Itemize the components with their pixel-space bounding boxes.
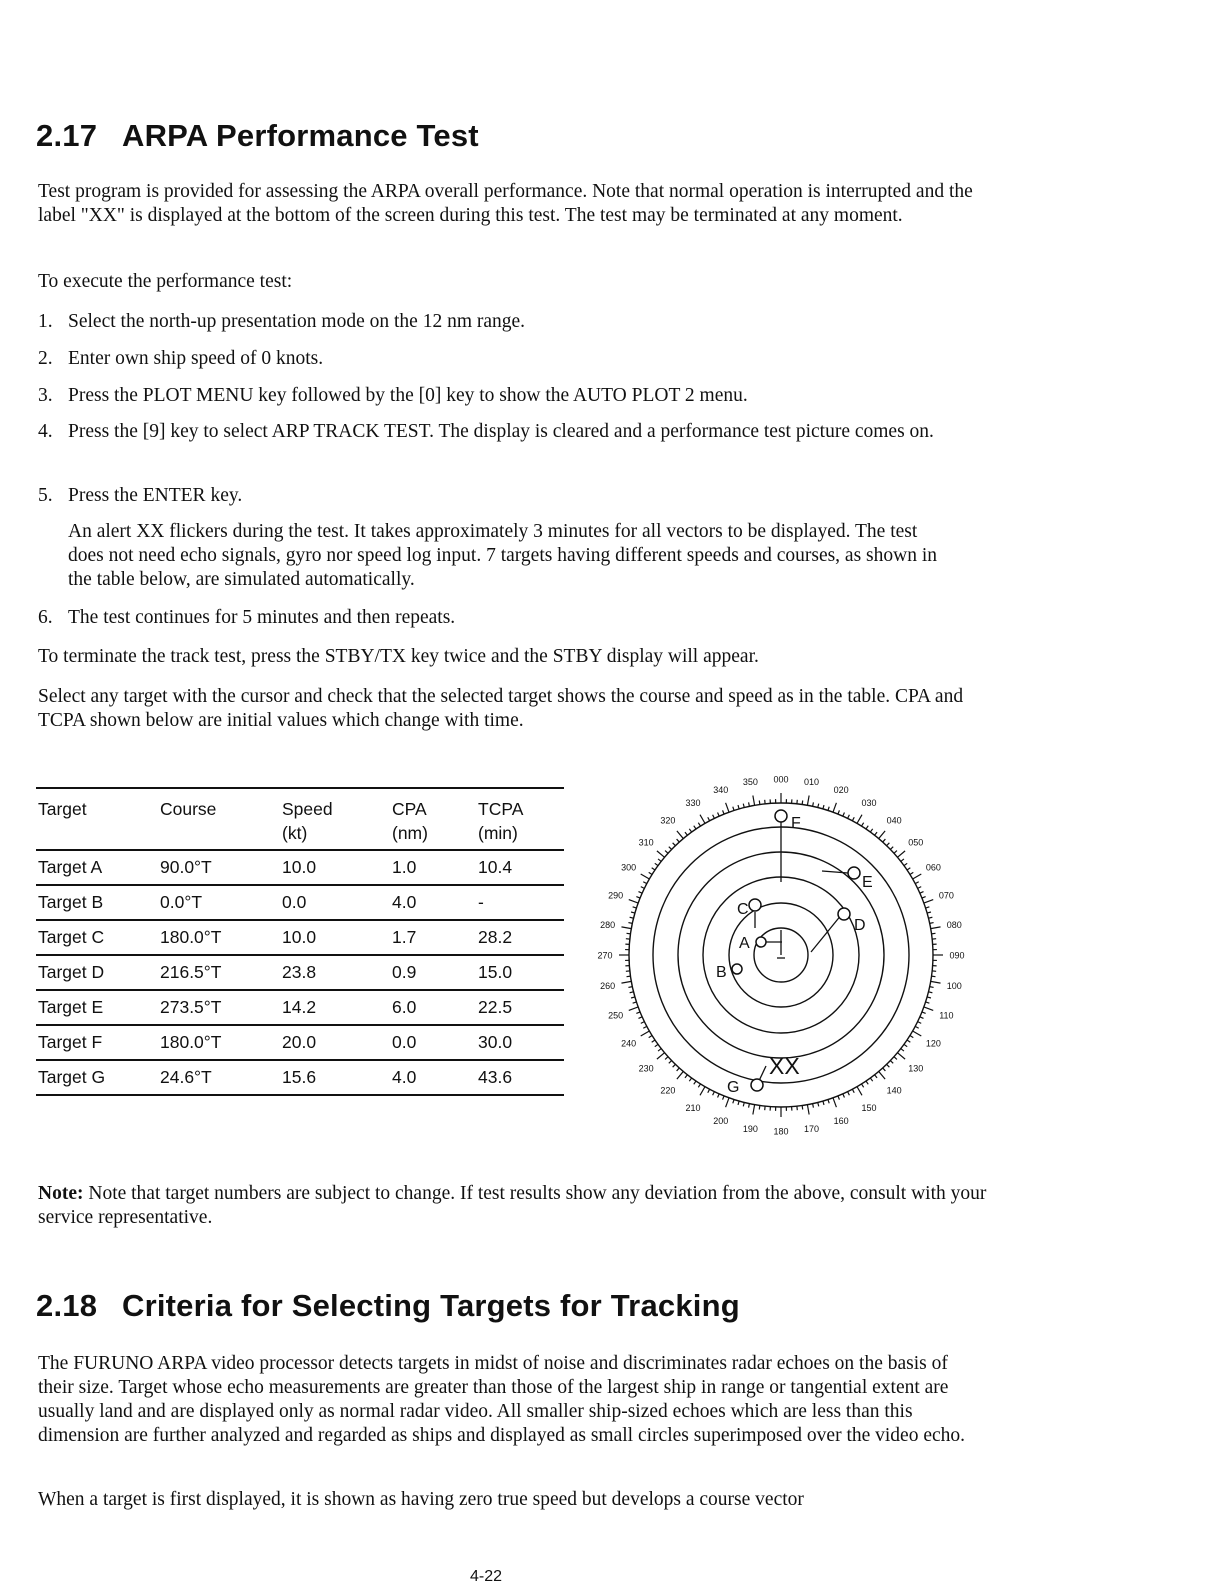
bearing-tick (726, 803, 729, 812)
table-row: Target F 180.0°T 20.0 0.0 30.0 (36, 1025, 564, 1060)
bearing-label: 160 (834, 1116, 849, 1126)
section-218-title: Criteria for Selecting Targets for Tracking (122, 1288, 740, 1323)
bearing-tick (657, 1053, 665, 1059)
step-6 (38, 606, 968, 630)
bearing-label: 170 (804, 1124, 819, 1134)
bearing-tick (700, 815, 705, 824)
bearing-label: 060 (926, 863, 941, 873)
bearing-tick (621, 927, 631, 929)
step-5-detail: An alert XX flickers during the test. It takes approximately 3 minutes for all vectors to be displayed. The test does not need echo signals, gyro nor speed log input. 7 targets having different speeds and courses, as shown in the table below, are simulated automatically. (68, 520, 938, 592)
target-table (36, 787, 564, 1096)
bearing-tick (726, 1098, 729, 1107)
step-number: 6. (38, 606, 68, 630)
table-row: Target A 90.0°T 10.0 1.0 10.4 (36, 850, 564, 885)
table-row: Target C 180.0°T 10.0 1.7 28.2 (36, 920, 564, 955)
bearing-label: 240 (621, 1039, 636, 1049)
bearing-label: 110 (939, 1011, 953, 1021)
step-number: 3. (38, 384, 68, 408)
alert-label: XX (769, 1053, 800, 1079)
bearing-tick (879, 831, 885, 839)
bearing-tick (753, 1105, 755, 1115)
bearing-label: 100 (947, 981, 962, 991)
bearing-tick (677, 831, 683, 839)
bearing-tick (897, 851, 905, 857)
bearing-tick (807, 1105, 809, 1115)
targets (732, 810, 860, 1091)
note-label: Note: (38, 1183, 83, 1204)
bearing-tick (833, 1098, 836, 1107)
target-d-symbol (838, 908, 850, 920)
bearing-tick (913, 874, 922, 879)
header-target: Target (36, 788, 158, 850)
bearing-tick (629, 1007, 638, 1010)
target-vectors (755, 816, 848, 1085)
section-217-heading (36, 118, 479, 154)
bearing-label: 350 (743, 777, 758, 787)
bearing-label: 010 (804, 777, 819, 787)
bearing-tick (897, 1053, 905, 1059)
header-cpa: CPA (nm) (390, 788, 476, 850)
bearing-label: 300 (621, 863, 636, 873)
bearing-tick (857, 815, 862, 824)
bearing-label: 190 (743, 1124, 758, 1134)
table-row: Target E 273.5°T 14.2 6.0 22.5 (36, 990, 564, 1025)
step-text: The test continues for 5 minutes and then repeats. (68, 607, 455, 628)
bearing-tick (833, 803, 836, 812)
header-course: Course (158, 788, 280, 850)
bearing-tick (657, 851, 665, 857)
step-text: Press the ENTER key. (68, 485, 242, 506)
bearing-label: 290 (608, 890, 623, 900)
section-217-title: ARPA Performance Test (122, 118, 479, 153)
execute-lead: To execute the performance test: (38, 270, 978, 294)
page-number: 4-22 (470, 1568, 502, 1586)
bearing-label: 280 (600, 920, 615, 930)
step-5 (38, 484, 968, 508)
step-text: Press the [9] key to select ARP TRACK TEST. The display is cleared and a performance test picture comes on. (68, 420, 968, 444)
target-d-vector (811, 914, 842, 952)
bearing-label: 030 (861, 798, 876, 808)
step-number: 5. (38, 484, 68, 508)
bearing-tick (931, 927, 941, 929)
step-2 (38, 347, 968, 371)
bearing-tick (807, 795, 809, 805)
target-e-symbol (848, 867, 860, 879)
table-row: Target D 216.5°T 23.8 0.9 15.0 (36, 955, 564, 990)
bearing-label: 260 (600, 981, 615, 991)
bearing-tick (913, 1031, 922, 1036)
step-text: Select the north-up presentation mode on the 12 nm range. (68, 311, 525, 332)
bearing-tick (753, 795, 755, 805)
terminate-instruction: To terminate the track test, press the STBY/TX key twice and the STBY display will appear. (38, 645, 978, 669)
bearing-tick (931, 981, 941, 983)
note (38, 1182, 988, 1230)
bearing-label: 250 (608, 1011, 623, 1021)
bearing-label: 310 (639, 837, 654, 847)
bearing-label: 070 (939, 890, 954, 900)
bearing-tick (879, 1071, 885, 1079)
header-speed: Speed (kt) (280, 788, 390, 850)
bearing-label: 210 (685, 1103, 700, 1113)
section-217-intro: Test program is provided for assessing the ARPA overall performance. Note that normal operation is interrupted and the label "XX" is displayed at the bottom of the screen during this test. The test may be terminated at any moment. (38, 180, 978, 228)
step-text: Press the PLOT MENU key followed by the [0] key to show the AUTO PLOT 2 menu. (68, 385, 748, 406)
radar-test-picture (592, 752, 982, 1142)
step-number: 2. (38, 347, 68, 371)
note-text: Note that target numbers are subject to change. If test results show any deviation from the above, consult with your service representative. (38, 1183, 986, 1228)
bearing-tick (924, 900, 933, 903)
bearing-tick (629, 900, 638, 903)
table-row: Target G 24.6°T 15.6 4.0 43.6 (36, 1060, 564, 1095)
bearing-label: 270 (597, 951, 612, 961)
bearing-tick (857, 1087, 862, 1096)
target-a-label: A (739, 935, 750, 952)
step-number: 4. (38, 420, 68, 444)
target-e-vector (822, 871, 848, 873)
bearing-label: 180 (773, 1127, 788, 1137)
bearing-label: 220 (660, 1085, 675, 1095)
bearing-label: 330 (685, 798, 700, 808)
target-b-symbol (732, 964, 742, 974)
bearing-label: 340 (713, 785, 728, 795)
section-218-number: 2.18 (36, 1288, 122, 1324)
bearing-label: 020 (834, 785, 849, 795)
target-c-symbol (749, 899, 761, 911)
target-d-label: D (854, 917, 866, 934)
table-row: Target B 0.0°T 0.0 4.0 - (36, 885, 564, 920)
target-c-label: C (737, 901, 749, 918)
target-b-label: B (716, 964, 727, 981)
step-4 (38, 420, 968, 444)
bearing-label: 080 (947, 920, 962, 930)
bearing-label: 090 (949, 951, 964, 961)
bearing-tick (924, 1007, 933, 1010)
bearing-label: 130 (908, 1064, 923, 1074)
bearing-tick (677, 1071, 683, 1079)
section-218-heading (36, 1288, 740, 1324)
header-tcpa: TCPA (min) (476, 788, 564, 850)
step-1 (38, 310, 968, 334)
bearing-label: 000 (773, 775, 788, 785)
target-a-symbol (756, 937, 766, 947)
target-f-label: F (791, 815, 801, 832)
step-text: Enter own ship speed of 0 knots. (68, 348, 323, 369)
target-g-symbol (751, 1079, 763, 1091)
bearing-label: 150 (861, 1103, 876, 1113)
bearing-label: 200 (713, 1116, 728, 1126)
bearing-label: 120 (926, 1039, 941, 1049)
bearing-tick (700, 1087, 705, 1096)
target-f-symbol (775, 810, 787, 822)
bearing-label: 320 (660, 816, 675, 826)
bearing-tick (641, 1031, 650, 1036)
target-e-label: E (862, 874, 873, 891)
section-218-paragraph-1: The FURUNO ARPA video processor detects targets in midst of noise and discriminates radar echoes on the basis of their size. Target whose echo measurements are greater than those of the largest ship in range or tangential extent are usually land and are displayed only as normal radar video. All smaller ship-sized echoes which are less than this dimension are further analyzed and regarded as ships and displayed as small circles superimposed over the video echo. (38, 1352, 968, 1448)
bearing-tick (621, 981, 631, 983)
table-header-row (36, 788, 564, 850)
bearing-label: 230 (639, 1064, 654, 1074)
step-number: 1. (38, 310, 68, 334)
bearing-label: 140 (887, 1085, 902, 1095)
bearing-tick (641, 874, 650, 879)
bearing-label: 040 (887, 816, 902, 826)
section-218-paragraph-2: When a target is first displayed, it is shown as having zero true speed but develops a course vector (38, 1488, 978, 1512)
step-3 (38, 384, 968, 408)
select-instruction: Select any target with the cursor and check that the selected target shows the course and speed as in the table. CPA and TCPA shown below are initial values which change with time. (38, 685, 978, 733)
target-g-label: G (727, 1079, 739, 1096)
bearing-label: 050 (908, 837, 923, 847)
section-217-number: 2.17 (36, 118, 122, 154)
